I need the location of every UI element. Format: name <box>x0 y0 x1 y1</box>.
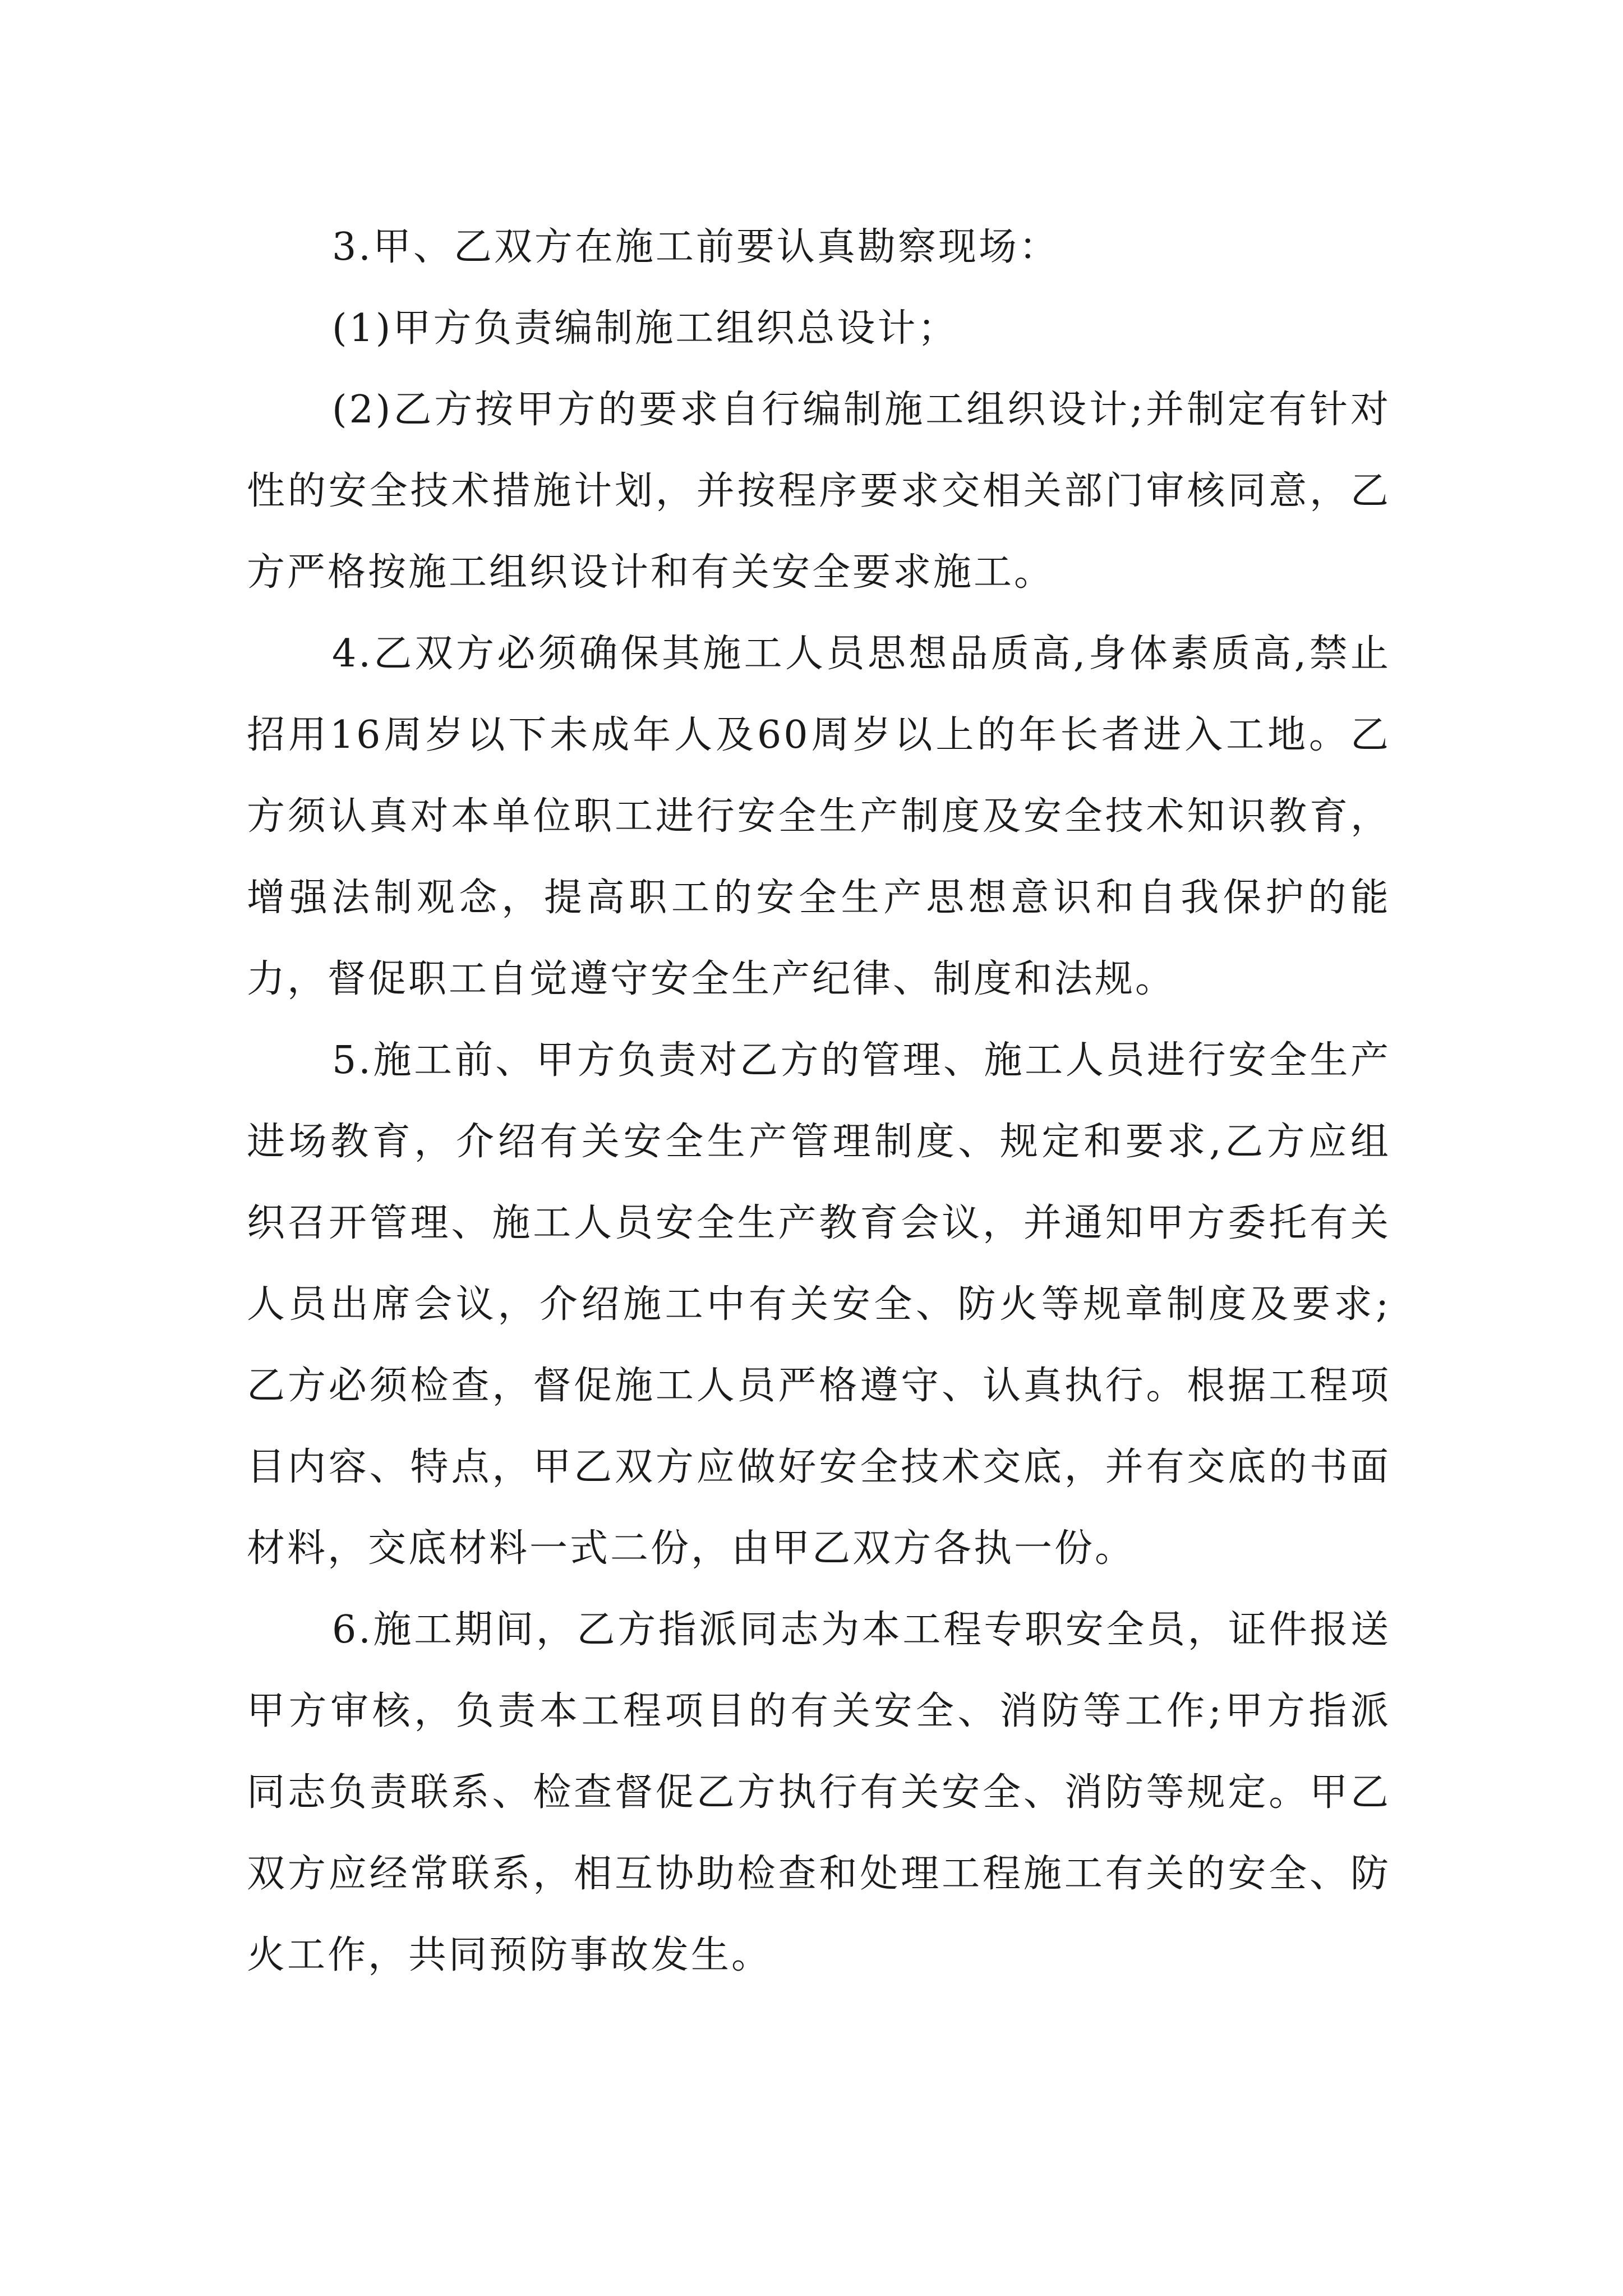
paragraph-pre-construction-education: 5.施工前、甲方负责对乙方的管理、施工人员进行安全生产进场教育，介绍有关安全生产管理制度、规定和要求,乙方应组织召开管理、施工人员安全生产教育会议，并通知甲方委托有关人员出席会议，介绍施工中有关安全、防火等规章制度及要求;乙方必须检查，督促施工人员严格遵守、认真执行。根据工程项目内容、特点，甲乙双方应做好安全技术交底，并有交底的书面材料，交底材料一式二份，由甲乙双方各执一份。 <box>247 1038 1391 1571</box>
paragraph-site-survey: 3.甲、乙双方在施工前要认真勘察现场： <box>332 225 1059 269</box>
document-body <box>247 206 1391 1996</box>
paragraph-personnel: 4.乙双方必须确保其施工人员思想品质高,身体素质高,禁止招用16周岁以下未成年人及60周岁以上的年长者进入工地。乙方须认真对本单位职工进行安全生产制度及安全技术知识教育，增强法制观念，提高职工的安全生产思想意识和自我保护的能力，督促职工自觉遵守安全生产纪律、制度和法规。 <box>247 632 1391 1001</box>
paragraph-item-1: (1)甲方负责编制施工组织总设计； <box>332 306 958 351</box>
paragraph-item-2: (2)乙方按甲方的要求自行编制施工组织设计;并制定有针对性的安全技术措施计划，并按程序要求交相关部门审核同意，乙方严格按施工组织设计和有关安全要求施工。 <box>247 388 1391 595</box>
paragraph-safety-officer: 6.施工期间，乙方指派同志为本工程专职安全员，证件报送甲方审核，负责本工程项目的有关安全、消防等工作;甲方指派同志负责联系、检查督促乙方执行有关安全、消防等规定。甲乙双方应经常联系，相互协助检查和处理工程施工有关的安全、防火工作，共同预防事故发生。 <box>247 1608 1391 1977</box>
